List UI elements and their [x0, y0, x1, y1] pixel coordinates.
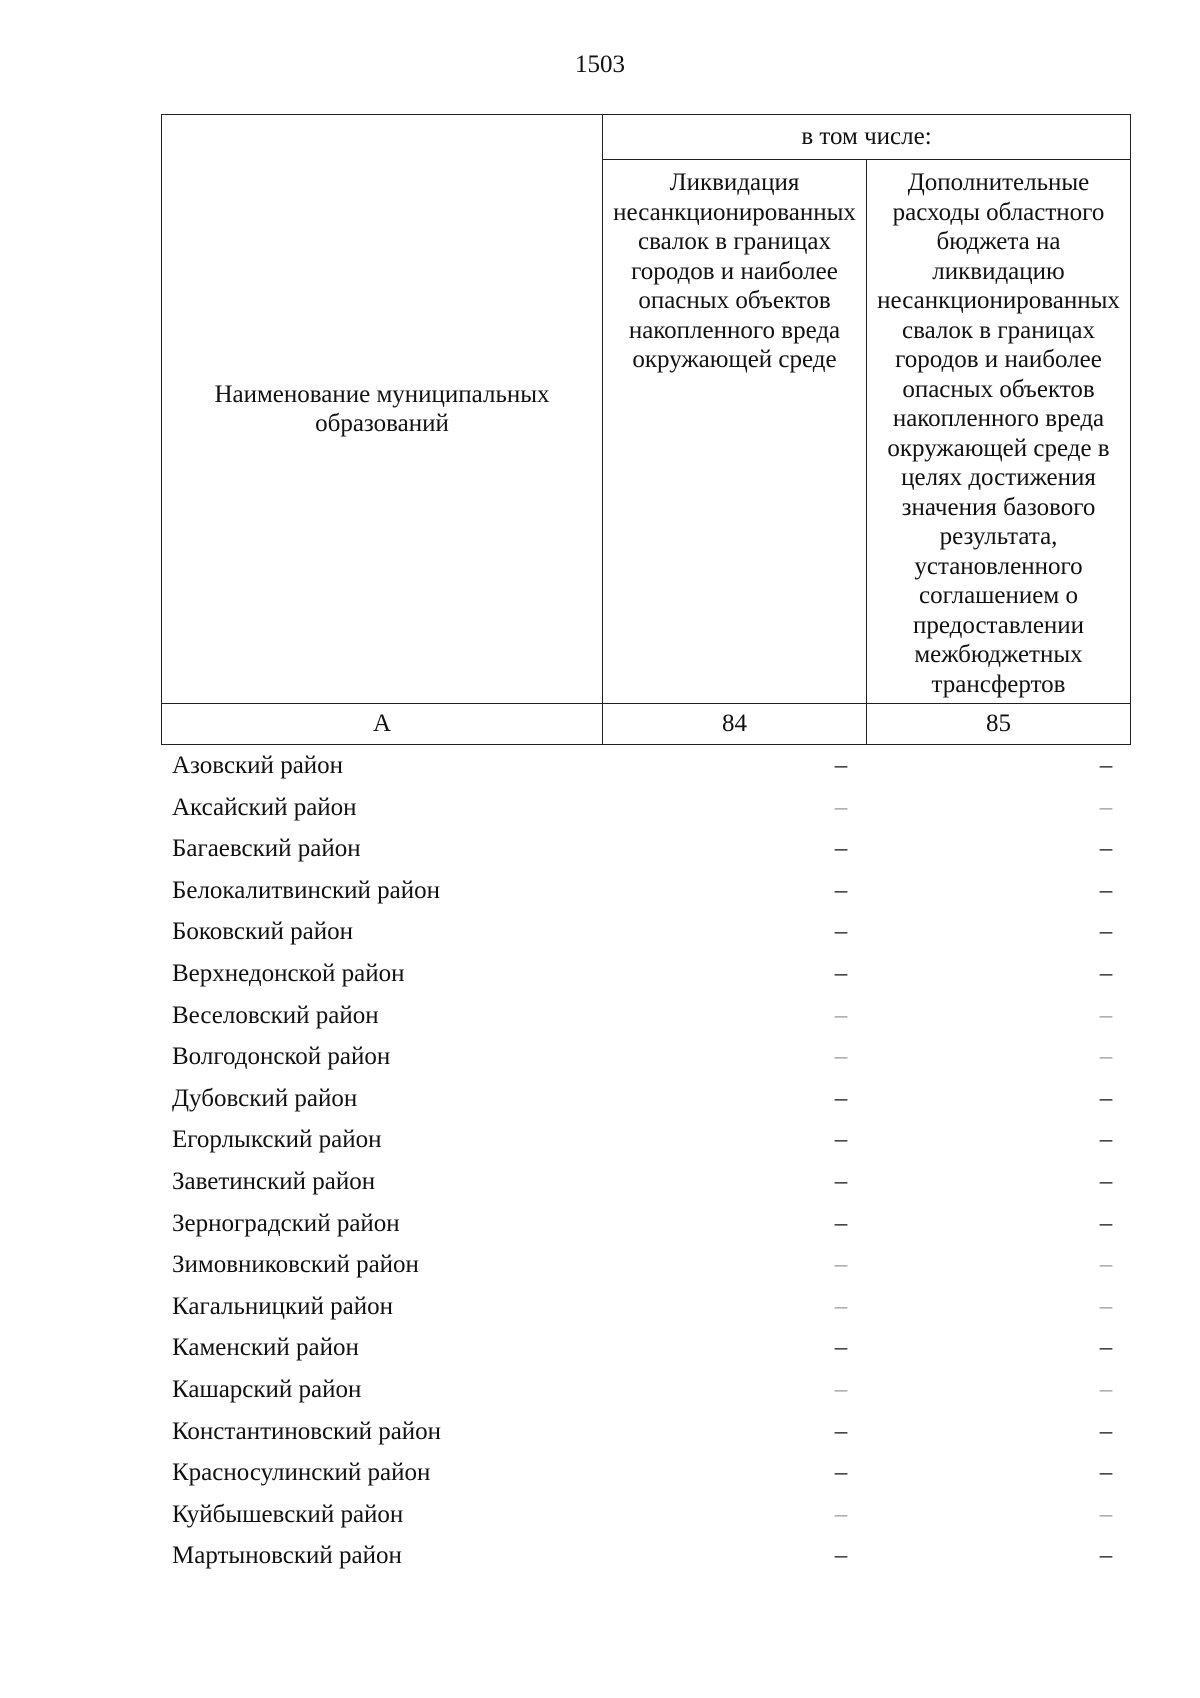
table-row — [161, 1411, 1130, 1453]
row-value-85: – — [1099, 835, 1113, 863]
row-value-84: – — [834, 793, 848, 821]
numbering-col-85: 85 — [867, 704, 1131, 745]
header-col-85-text: Дополнительные расходы областного бюджета на ликвидацию несанкционированных свалок в границах городов и наиболее опасных объектов накопленного вреда окружающей среде в целях достижения значения базового результата, установленного соглашением о предоставлении межбюджетных трансфертов — [877, 169, 1120, 698]
row-value-84: – — [834, 1375, 848, 1403]
row-value-84: – — [834, 752, 848, 779]
table-row — [161, 1535, 1130, 1577]
row-municipality-name: Егорлыкский район — [172, 1126, 382, 1154]
row-value-84: – — [834, 1251, 848, 1279]
row-value-85: – — [1099, 1001, 1113, 1029]
row-value-84: – — [834, 1167, 848, 1195]
row-value-85: – — [1099, 1500, 1113, 1528]
table-row — [161, 787, 1130, 829]
row-value-84: – — [834, 1084, 848, 1112]
row-value-84: – — [834, 1417, 848, 1445]
row-value-84: – — [834, 876, 848, 904]
header-group-label — [603, 115, 1131, 160]
table-row — [161, 1327, 1130, 1369]
row-municipality-name: Красносулинский район — [172, 1459, 431, 1487]
row-value-85: – — [1099, 1292, 1113, 1320]
page-number: 1503 — [575, 51, 625, 78]
row-value-84: – — [834, 1334, 848, 1362]
row-value-85: – — [1099, 1251, 1113, 1279]
numbering-col-84: 84 — [603, 704, 867, 745]
numbering-name: А — [162, 704, 603, 745]
table-row — [161, 1119, 1130, 1161]
row-value-84: – — [834, 959, 848, 987]
column-numbering-row — [162, 704, 1131, 745]
table-row — [161, 1078, 1130, 1120]
row-value-84: – — [834, 835, 848, 863]
header-group-label-text: в том числе: — [801, 123, 932, 151]
row-municipality-name: Аксайский район — [172, 793, 357, 821]
row-value-85: – — [1099, 793, 1113, 821]
row-value-84: – — [834, 1542, 848, 1570]
row-municipality-name: Куйбышевский район — [172, 1500, 404, 1528]
row-municipality-name: Веселовский район — [172, 1001, 379, 1029]
header-col-84 — [603, 160, 867, 704]
row-value-84: – — [834, 1126, 848, 1154]
row-municipality-name: Зимовниковский район — [172, 1251, 419, 1279]
table-row — [161, 1203, 1130, 1245]
row-municipality-name: Кагальницкий район — [172, 1292, 394, 1320]
row-value-85: – — [1099, 1542, 1113, 1570]
row-value-85: – — [1099, 918, 1113, 946]
row-value-84: – — [834, 1459, 848, 1487]
header-col-84-text: Ликвидация несанкционированных свалок в границах городов и наиболее опасных объектов накопленного вреда окружающей среде — [613, 169, 856, 373]
row-value-85: – — [1099, 1375, 1113, 1403]
row-value-85: – — [1099, 1167, 1113, 1195]
row-value-85: – — [1099, 1209, 1113, 1237]
row-value-84: – — [834, 1043, 848, 1071]
row-value-84: – — [834, 918, 848, 946]
row-value-85: – — [1099, 1043, 1113, 1071]
header-col-85 — [867, 160, 1131, 704]
table-row — [161, 870, 1130, 912]
row-municipality-name: Дубовский район — [172, 1084, 358, 1112]
table-row — [161, 995, 1130, 1037]
table-row — [161, 1369, 1130, 1411]
table-row — [161, 953, 1130, 995]
table-row — [161, 1494, 1130, 1536]
row-municipality-name: Заветинский район — [172, 1167, 376, 1195]
row-municipality-name: Кашарский район — [172, 1375, 362, 1403]
table-row — [161, 1286, 1130, 1328]
table-row — [161, 911, 1130, 953]
row-municipality-name: Константиновский район — [172, 1417, 442, 1445]
row-municipality-name: Каменский район — [172, 1334, 359, 1362]
table-header — [161, 114, 1131, 745]
header-name-column — [162, 115, 603, 704]
table-row — [161, 828, 1130, 870]
table-row — [161, 1244, 1130, 1286]
row-value-84: – — [834, 1500, 848, 1528]
row-value-84: – — [834, 1209, 848, 1237]
row-value-85: – — [1099, 959, 1113, 987]
row-municipality-name: Волгодонской район — [172, 1043, 391, 1071]
row-municipality-name: Азовский район — [172, 752, 344, 779]
row-municipality-name: Белокалитвинский район — [172, 876, 440, 904]
table-row — [161, 745, 1130, 787]
row-value-85: – — [1099, 752, 1113, 779]
table-row — [161, 1036, 1130, 1078]
table-body — [161, 745, 1130, 1577]
row-municipality-name: Верхнедонской район — [172, 959, 405, 987]
row-value-85: – — [1099, 1459, 1113, 1487]
row-municipality-name: Мартыновский район — [172, 1542, 402, 1570]
row-municipality-name: Боковский район — [172, 918, 353, 946]
row-value-85: – — [1099, 1126, 1113, 1154]
row-value-84: – — [834, 1292, 848, 1320]
row-value-85: – — [1099, 876, 1113, 904]
table-row — [161, 1452, 1130, 1494]
table-row — [161, 1161, 1130, 1203]
row-value-84: – — [834, 1001, 848, 1029]
row-value-85: – — [1099, 1084, 1113, 1112]
header-name-column-text: Наименование муниципальных образований — [214, 380, 550, 437]
row-municipality-name: Багаевский район — [172, 835, 361, 863]
row-municipality-name: Зерноградский район — [172, 1209, 400, 1237]
row-value-85: – — [1099, 1417, 1113, 1445]
row-value-85: – — [1099, 1334, 1113, 1362]
